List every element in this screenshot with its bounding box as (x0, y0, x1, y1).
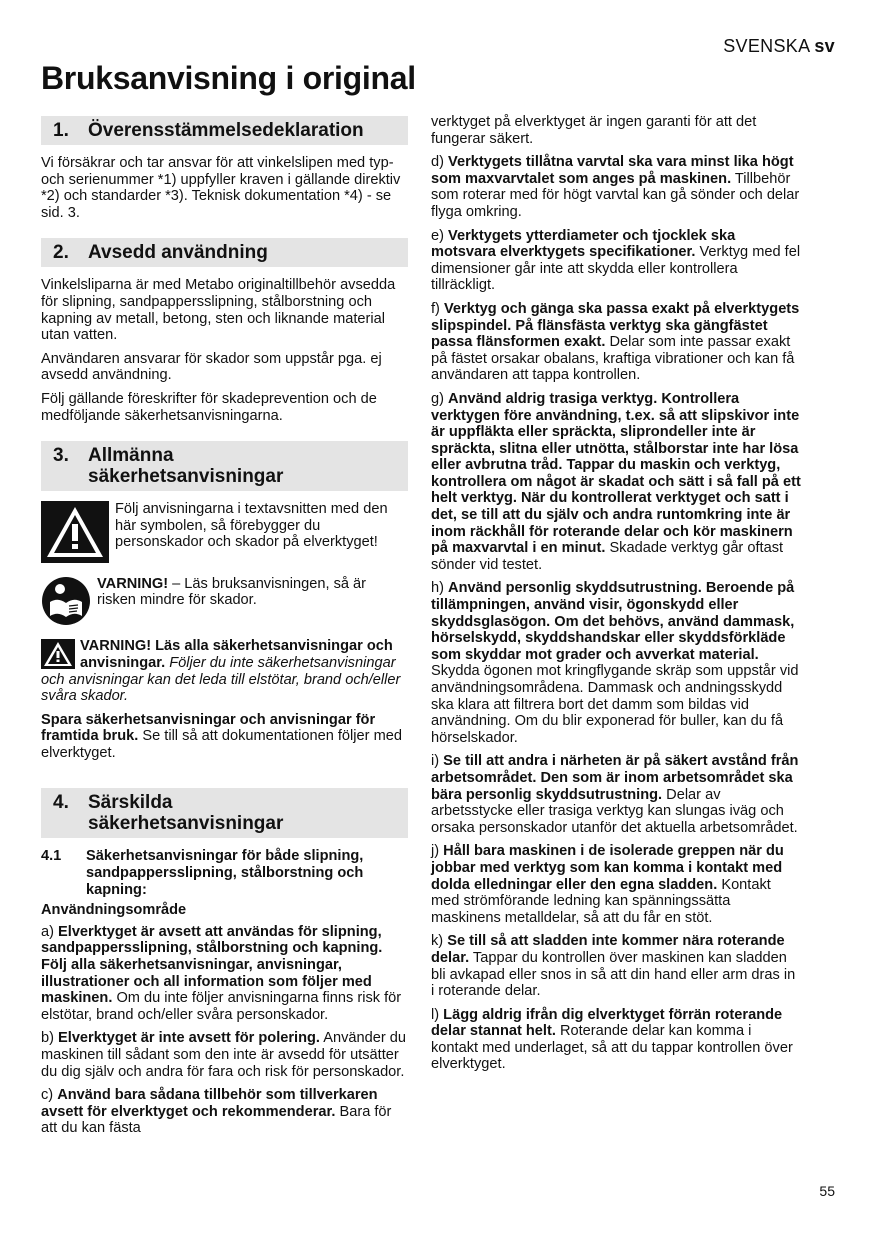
section-number: 3. (53, 445, 69, 467)
warning-symbol-text: Följ anvisningarna i textavsnitten med den här symbolen, så förebygger du personskador och skador på elverktyget! (115, 501, 388, 551)
list-item-l: l) Lägg aldrig ifrån dig elverktyget förrän roterande delar stannat helt. Roterande delar kan komma i kontakt med underlaget, så att du tappar kontrollen över elverktyget. (431, 1006, 793, 1073)
section-number: 4. (53, 792, 69, 814)
section-3-heading (41, 441, 408, 491)
paragraph: Vinkelsliparna är med Metabo originaltillbehör avsedda för slipning, sandpappersslipning, stålborstning och kapning av metall, betong, sten och liknande material utan vatten. (41, 277, 396, 344)
page-language-label (723, 36, 835, 57)
section-title: Allmänna säkerhetsanvisningar (88, 445, 284, 488)
list-item-d: d) Verktygets tillåtna varvtal ska vara minst lika högt som maxvarvtalet som anges på maskinen. Tillbehör som roterar med för högt varvtal kan gå sönder och delar flyga omkring. (431, 154, 800, 220)
read-manual-icon (41, 576, 91, 631)
read-manual-text: VARNING! – Läs bruksanvisningen, så är risken mindre för skador. (97, 575, 367, 609)
list-item-g: g) Använd aldrig trasiga verktyg. Kontrollera verktygen före användning, t.ex. så att slipskivor inte är uppfläkta eller spräckta, sliprondeller inte är spräckta, slitna eller utnötta, stålborstar inte har lösa eller avbrutna tråd. Tappar du maskin och verktyg, kontrollera om något är skadat och sätt i så fall på ett helt verktyg. När du kontrollerat verktyget och satt i det, se till att du själv och andra runtomkring inte är inom räckhåll för roterande delar och kör maskinern på maxvarvtal i en minut. Skadade verktyg går oftast sönder vid testet. (431, 390, 801, 573)
list-item-k: k) Se till så att sladden inte kommer nära roterande delar. Tappar du kontrollen över maskinen kan sladden bli avkapad eller snos in så att din hand eller arm dras in i roterande delar. (431, 933, 796, 1000)
subsection-4-1-heading (41, 848, 408, 898)
list-item-e: e) Verktygets ytterdiameter och tjocklek ska motsvara elverktygets specifikationer. Verktyg med fel dimensioner går inte att skydda eller kontrollera tillräckligt. (431, 227, 801, 294)
section-1-heading (41, 116, 408, 145)
right-column (431, 114, 801, 1080)
list-item-f: f) Verktyg och gänga ska passa exakt på elverktygets slipspindel. På flänsfästa verktyg ska gängfästet passa flänsformen exakt. Delar som inte passar exakt på fästet orsakar obalans, kraftiga vibrationer och kan få användaren att tappa kontrollen. (431, 300, 800, 384)
section-2-heading (41, 238, 408, 267)
left-column (41, 116, 408, 1144)
list-item-c-continued: verktyget på elverktyget är ingen garanti för att det fungerar säkert. (431, 114, 757, 147)
subsection-title: Säkerhetsanvisningar för både slipning, sandpappersslipning, stålborstning och kapning: (86, 848, 364, 898)
all-instructions-warning: VARNING! Läs alla säkerhetsanvisningar och anvisningar. Följer du inte säkerhetsanvisningar och anvisningar kan det leda till elstötar, brand och/eller svåra skador. (41, 638, 401, 705)
page-number: 55 (819, 1183, 835, 1199)
list-item-b: b) Elverktyget är inte avsett för polering. Använder du maskinen till sådant som den inte är avsedd för utsätter du dig själv och andra för fara och risk för personskador. (41, 1030, 407, 1080)
warning-triangle-icon (41, 501, 109, 568)
page-title: Bruksanvisning i original (41, 60, 416, 96)
section-number: 1. (53, 120, 69, 141)
section-title: Överensstämmelsedeklaration (88, 120, 364, 141)
list-item-j: j) Håll bara maskinen i de isolerade greppen när du jobbar med verktyg som kan komma i kontakt med dolda elledningar eller den egna sladden. Kontakt med strömförande ledning kan spänningssätta maskinens metalldelar, så att du får en stöt. (431, 843, 784, 926)
list-item-i: i) Se till att andra i närheten är på säkert avstånd från arbetsområdet. Den som är inom arbetsområdet ska bära personlig skyddsutrustning. Delar av arbetsstycke eller trasiga verktyg kan slungas iväg och orsaka personskador utanför det aktuella arbetsområdet. (431, 753, 799, 836)
subsection-number: 4.1 (41, 848, 62, 865)
section-title: Särskilda säkerhetsanvisningar (88, 792, 284, 835)
usage-area-heading: Användningsområde (41, 902, 187, 919)
list-item-c: c) Använd bara sådana tillbehör som tillverkaren avsett för elverktyget och rekommenderar. Bara för att du kan fästa (41, 1087, 392, 1137)
read-manual-warning (41, 576, 408, 631)
section-4-heading (41, 788, 408, 838)
paragraph: Användaren ansvarar för skador som uppstår pga. ej avsedd användning. (41, 350, 382, 384)
language-code: sv (814, 36, 835, 56)
section-number: 2. (53, 242, 69, 264)
paragraph: Följ gällande föreskrifter för skadeprevention och de medföljande säkerhetsanvisningarna. (41, 390, 377, 424)
save-instructions: Spara säkerhetsanvisningar och anvisningar för framtida bruk. Se till så att dokumentationen följer med elverktyget. (41, 711, 402, 761)
section-title: Avsedd användning (88, 242, 268, 264)
list-item-a: a) Elverktyget är avsett att användas för slipning, sandpappersslipning, stålborstning och kapning. Följ alla säkerhetsanvisningar, anvisningar, illustrationer och all information som följer med maskinen. Om du inte följer anvisningarna finns risk för elstötar, brand och/eller svåra personskador. (41, 923, 402, 1023)
list-item-h: h) Använd personlig skyddsutrustning. Beroende på tillämpningen, använd visir, ögonskydd eller skyddsglasögon. Om det behövs, använd dammask, hörselskydd, skyddshandskar eller skyddsförkläde som skyddar mot grader och avverkat material. Skydda ögonen mot kringflygande skräp som uppstår vid användningsområdena. Dammask och andningsskydd ska klara att filtrera bort det damm som bildas vid användning. Om du blir exponerad för buller, kan du få hörselskador. (431, 580, 799, 746)
warning-symbol-note (41, 501, 408, 568)
language-name: SVENSKA (723, 36, 811, 56)
section-1-text: Vi försäkrar och tar ansvar för att vinkelslipen med typ- och serienummer *1) uppfyller kraven i gällande direktiv *2) och standarder *3). Teknisk dokumentation *4) - se sid. 3. (41, 155, 401, 221)
